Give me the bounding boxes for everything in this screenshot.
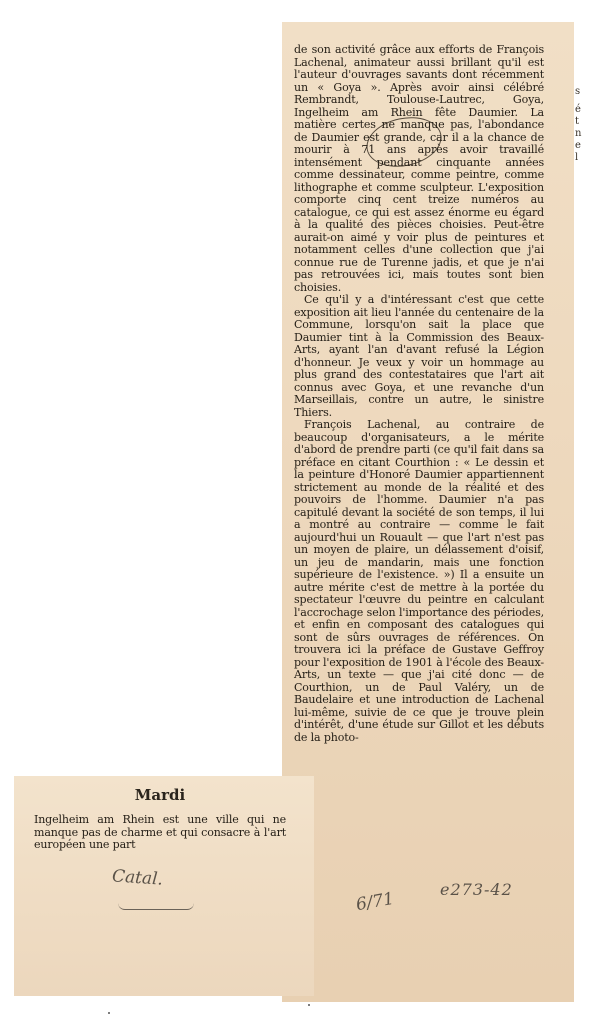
speck xyxy=(108,1012,110,1014)
edge-fragment: s xyxy=(575,86,581,97)
left-article-text: Ingelheim am Rhein est une ville qui ne manque pas de charme et qui consacre à l'art européen une part xyxy=(34,813,286,851)
edge-fragment: é xyxy=(575,104,581,115)
handwritten-underline xyxy=(118,903,194,910)
handwritten-date: 6/71 xyxy=(354,888,396,916)
section-heading: Mardi xyxy=(134,786,186,804)
speck xyxy=(308,1004,310,1006)
article-paragraph: de son activité grâce aux efforts de François Lachenal, animateur aussi brillant qu'il est l'auteur d'ouvrages savants dont récemment un « Goya ». Après avoir ainsi célébré Rembrandt, Toulouse-Lautrec, Goya, Ingelheim am Rhein fête Daumier. La matière certes ne manque pas, l'abondance de Daumier est grande, car il a la chance de mourir à 71 ans après avoir travaillé intensément pendant cinquante années comme dessinateur, comme peintre, comme lithographe et comme sculpteur. L'exposition comporte cinq cent treize numéros au catalogue, ce qui est assez énorme eu égard à la qualité des pièces choisies. Peut-être aurait-on aimé y voir plus de peintures et notamment celles d'une collection que j'ai connue rue de Turenne jadis, et que je n'ai pas retrouvées ici, mais toutes sont bien choisies. xyxy=(294,43,544,294)
left-article xyxy=(34,786,286,852)
edge-fragment: n xyxy=(575,128,582,139)
edge-fragment: e xyxy=(575,140,581,151)
article-body xyxy=(294,44,544,744)
article-paragraph: Ce qu'il y a d'intéressant c'est que cette exposition ait lieu l'année du centenaire de la Commune, lorsqu'on sait la place que Daumier tint à la Commission des Beaux-Arts, ayant l'an d'avant refusé la Légion d'honneur. Je veux y voir un hommage au plus grand des contestataires que l'art ait connus avec Goya, et une revanche d'un Marseillais, contre un autre, le sinistre Thiers. xyxy=(294,293,544,419)
article-paragraph: François Lachenal, au contraire de beaucoup d'organisateurs, a le mérite d'abord de prendre parti (ce qu'il fait dans sa préface en citant Courthion : « Le dessin et la peinture d'Honoré Daumier appartiennent strictement au monde de la réalité et des pouvoirs de l'homme. Daumier n'a pas capitulé devant la société de son temps, il lui a montré au contraire — comme le fait aujourd'hui un Rouault — que l'art n'est pas un moyen de plaire, un délassement d'oisif, un jeu de mandarin, mais une fonction supérieure de l'existence. ») Il a ensuite un autre mérite c'est de mettre à la portée du spectateur l'œuvre du peintre en calculant l'accrochage selon l'importance des périodes, et enfin en composant des catalogues qui sont de sûrs ouvrages de références. On trouvera ici la préface de Gustave Geffroy pour l'exposition de 1901 à l'école des Beaux-Arts, un texte — que j'ai cité donc — de Courthion, un de Paul Valéry, un de Baudelaire et une introduction de Lachenal lui-même, suivie de ce que je trouve plein d'intérêt, d'une étude sur Gillot et les débuts de la photo- xyxy=(294,418,544,744)
handwritten-catalogue-note: Catal. xyxy=(111,866,164,890)
edge-fragment: t xyxy=(575,116,580,127)
edge-fragment: l xyxy=(575,152,579,163)
handwritten-reference: e273-42 xyxy=(440,880,513,899)
